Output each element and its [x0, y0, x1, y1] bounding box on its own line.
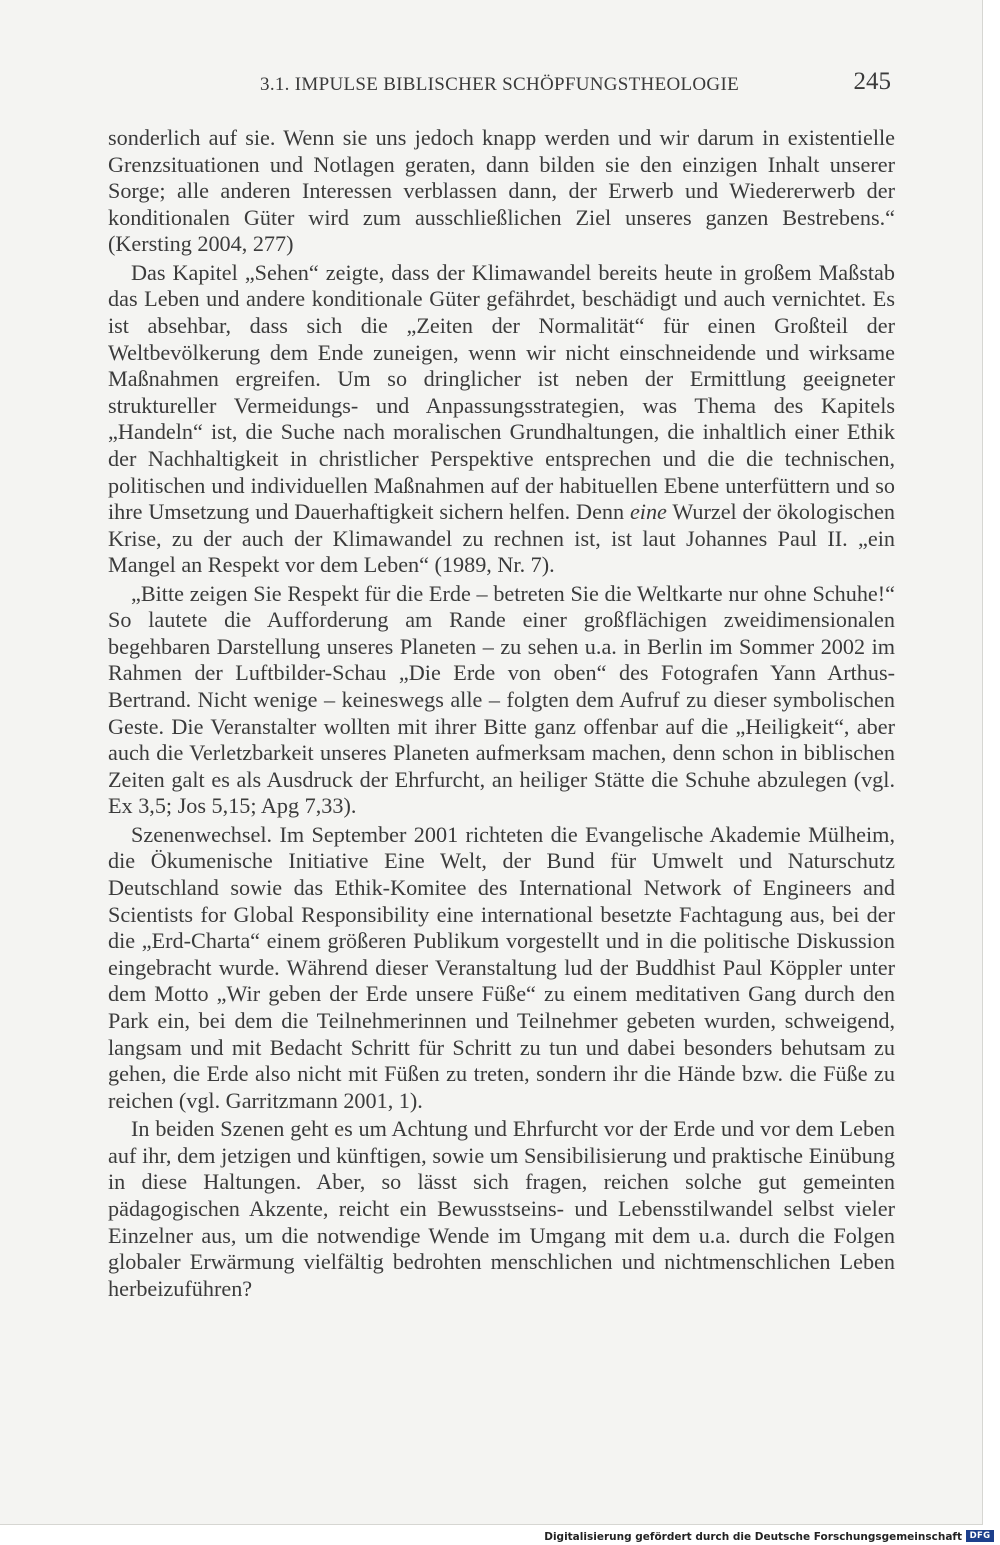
paragraph-1: sonderlich auf sie. Wenn sie uns jedoch knapp werden und wir darum in existentielle Grenzsituationen und Notlagen geraten, dann bilden sie den einzigen Inhalt unserer Sorge; alle anderen Interessen verblassen dann, der Erwerb und Wiedererwerb der konditionalen Güter wird zum ausschließlichen Ziel unseres ganzen Bestrebens.“ (Kersting 2004, 277) — [108, 125, 895, 257]
page-number: 245 — [853, 68, 891, 95]
paragraph-2-text-after: Wurzel der ökologischen Krise, zu der auch der Klimawandel zu rechnen ist, ist laut Johannes Paul II. „ein Mangel an Respekt vor dem Leben“ (1989, Nr. 7). — [108, 499, 896, 578]
paragraph-5: In beiden Szenen geht es um Achtung und Ehrfurcht vor der Erde und vor dem Leben auf ihr, dem jetzigen und künftigen, sowie um Sensibilisierung und praktische Einübung in diese Haltungen. Aber, so lässt sich fragen, reichen solche gut gemeinten pädagogischen Akzente, reicht ein Bewusstseins- und Lebensstilwandel selbst vieler Einzelner aus, um die notwendige Wende im Umgang mit dem u.a. durch die Folgen globaler Erwärmung vielfältig bedrohten menschlichen und nichtmenschlichen Leben herbeizuführen? — [108, 1116, 895, 1301]
running-head — [108, 68, 891, 102]
digitization-note: Digitalisierung gefördert durch die Deutsche Forschungsgemeinschaft — [544, 1531, 962, 1543]
paragraph-2-text-before: Das Kapitel „Sehen“ zeigte, dass der Klimawandel bereits heute in großem Maßstab das Leben und andere konditionale Güter gefährdet, beschädigt und auch vernichtet. Es ist absehbar, dass sich die „Zeiten der Normalität“ für einen Großteil der Weltbevölkerung dem Ende zuneigen, wenn wir nicht einschneidende und wirksame Maßnahmen ergreifen. Um so dringlicher ist neben der Ermittlung geeigneter struktureller Vermeidungs- und Anpassungsstrategien, was Thema des Kapitels „Handeln“ ist, die Suche nach moralischen Grundhaltungen, die inhaltlich einer Ethik der Nachhaltigkeit in christlicher Perspektive entsprechen und die die technischen, politischen und individuellen Maßnahmen auf der habituellen Ebene unterfüttern und so ihre Umsetzung und Dauerhaftigkeit sichern helfen. Denn — [108, 259, 895, 525]
dfg-logo: DFG — [966, 1530, 994, 1542]
running-head-title: 3.1. IMPULSE BIBLISCHER SCHÖPFUNGSTHEOLOGIE — [260, 74, 739, 95]
paragraph-2-emphasis: eine — [629, 499, 667, 525]
paragraph-3: „Bitte zeigen Sie Respekt für die Erde – betreten Sie die Weltkarte nur ohne Schuhe!“ So lautete die Aufforderung am Rande einer großflächigen zweidimensionalen begehbaren Darstellung unseres Planeten – zu sehen u.a. in Berlin im Sommer 2002 im Rahmen der Luftbilder-Schau „Die Erde von oben“ des Fotografen Yann Arthus-Bertrand. Nicht wenige – keineswegs alle – folgten dem Aufruf zu dieser symbolischen Geste. Die Veranstalter wollten mit ihrer Bitte ganz offenbar auf die „Heiligkeit“, aber auch die Verletzbarkeit unseres Planeten aufmerksam machen, denn schon in biblischen Zeiten galt es als Ausdruck der Ehrfurcht, an heiliger Stätte die Schuhe abzulegen (vgl. Ex 3,5; Jos 5,15; Apg 7,33). — [108, 580, 895, 819]
paragraph-2 — [108, 260, 895, 579]
digitization-footer — [0, 1525, 1000, 1545]
body-text — [108, 125, 895, 1302]
paragraph-4: Szenenwechsel. Im September 2001 richteten die Evangelische Akademie Mülheim, die Ökumenische Initiative Eine Welt, der Bund für Umwelt und Naturschutz Deutschland sowie das Ethik-Komitee des International Network of Engineers and Scientists for Global Responsibility eine international besetzte Fachtagung aus, bei der die „Erd-Charta“ einem größeren Publikum vorgestellt und in die politische Diskussion eingebracht wurde. Während dieser Veranstaltung lud der Buddhist Paul Köppler unter dem Motto „Wir geben der Erde unsere Füße“ zu einem meditativen Gang durch den Park ein, bei dem die Teilnehmerinnen und Teilnehmer gebeten wurden, schweigend, langsam und mit Bedacht Schritt für Schritt zu tun und dabei besonders behutsam zu gehen, die Erde also nicht mit Füßen zu treten, sondern ihr die Hände bzw. die Füße zu reichen (vgl. Garritzmann 2001, 1). — [108, 821, 895, 1113]
